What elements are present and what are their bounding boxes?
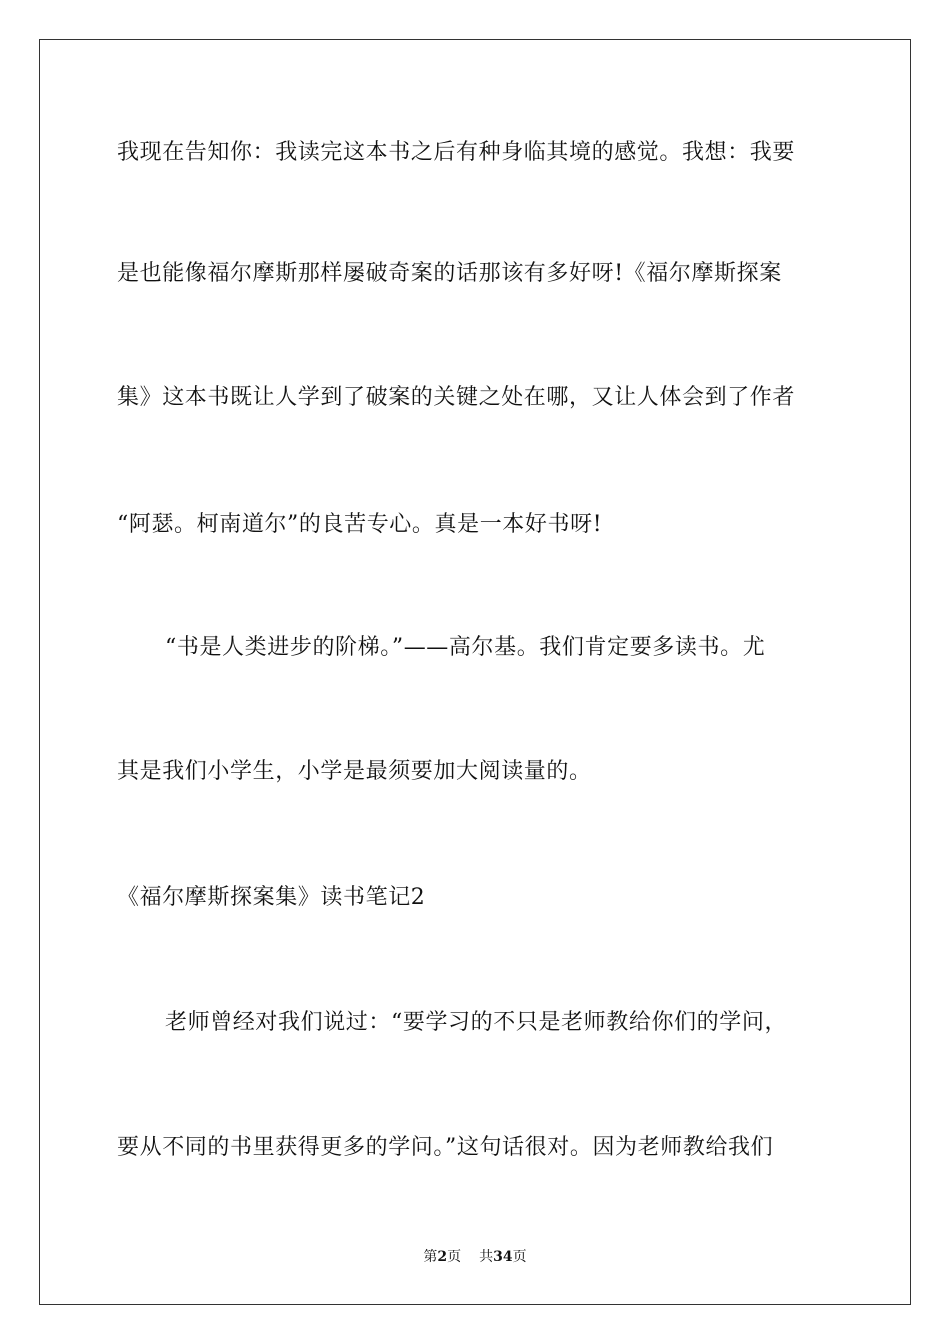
text-line: “书是人类进步的阶梯。”——高尔基。我们肯定要多读书。尤 — [165, 635, 766, 660]
total-suffix: 页 — [512, 1249, 527, 1265]
text-line: “阿瑟。柯南道尔”的良苦专心。真是一本好书呀! — [117, 512, 603, 537]
page-suffix: 页 — [447, 1249, 462, 1265]
page-prefix: 第 — [423, 1249, 438, 1265]
text-line: 老师曾经对我们说过：“要学习的不只是老师教给你们的学问， — [165, 1010, 788, 1035]
page-number: 2 — [437, 1249, 448, 1265]
text-line: 其是我们小学生，小学是最须要加大阅读量的。 — [117, 759, 592, 784]
text-line: 要从不同的书里获得更多的学问。”这句话很对。因为老师教给我们 — [117, 1135, 774, 1160]
page-footer — [0, 1247, 950, 1267]
page-border — [39, 39, 911, 1305]
total-pages: 34 — [493, 1249, 513, 1265]
text-line: 集》这本书既让人学到了破案的关键之处在哪，又让人体会到了作者 — [117, 385, 796, 410]
text-line: 我现在告知你：我读完这本书之后有种身临其境的感觉。我想：我要 — [117, 140, 796, 165]
total-prefix: 共 — [479, 1249, 494, 1265]
text-line: 是也能像福尔摩斯那样屡破奇案的话那该有多好呀!《福尔摩斯探案 — [117, 261, 782, 286]
section-heading: 《福尔摩斯探案集》读书笔记2 — [117, 885, 426, 910]
